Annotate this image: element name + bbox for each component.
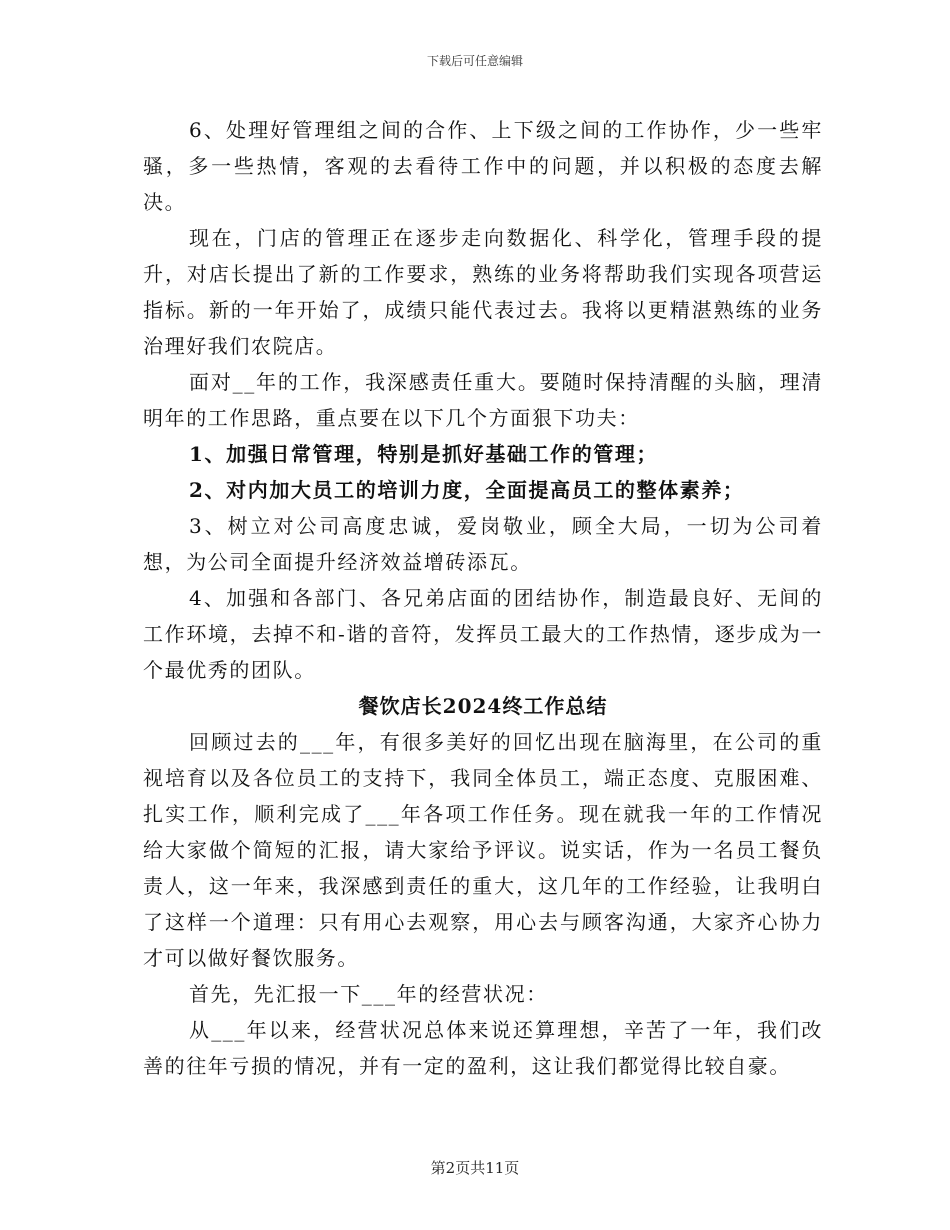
paragraph-item-6: 6、处理好管理组之间的合作、上下级之间的工作协作，少一些牢骚，多一些热情，客观的去看待工作中的问题，并以积极的态度去解决。	[143, 118, 823, 214]
paragraph-report-intro: 首先，先汇报一下___年的经营状况：	[189, 982, 548, 1006]
section-title: 餐饮店长2024终工作总结	[358, 694, 608, 718]
paragraph-point-2: 2、对内加大员工的培训力度，全面提高员工的整体素养；	[189, 478, 745, 502]
paragraph-business-status: 从___年以来，经营状况总体来说还算理想，辛苦了一年，我们改善的往年亏损的情况，并有一定的盈利，这让我们都觉得比较自豪。	[143, 1018, 823, 1078]
paragraph-point-3: 3、树立对公司高度忠诚，爱岗敬业，顾全大局，一切为公司着想，为公司全面提升经济效益增砖添瓦。	[143, 514, 823, 574]
paragraph-store-management: 现在，门店的管理正在逐步走向数据化、科学化，管理手段的提升，对店长提出了新的工作要求，熟练的业务将帮助我们实现各项营运指标。新的一年开始了，成绩只能代表过去。我将以更精湛熟练的业务治理好我们农院店。	[143, 226, 823, 358]
paragraph-point-4: 4、加强和各部门、各兄弟店面的团结协作，制造最良好、无间的工作环境，去掉不和-谐的音符，发挥员工最大的工作热情，逐步成为一个最优秀的团队。	[143, 586, 823, 682]
page-number: 第2页共11页	[430, 1159, 520, 1177]
page-header: 下载后可任意编辑	[426, 54, 523, 68]
paragraph-review: 回顾过去的___年，有很多美好的回忆出现在脑海里，在公司的重视培育以及各位员工的支持下，我同全体员工，端正态度、克服困难、扎实工作，顺利完成了___年各项工作任务。现在就我一年的工作情况给大家做个简短的汇报，请大家给予评议。说实话，作为一名员工餐负责人，这一年来，我深感到责任的重大，这几年的工作经验，让我明白了这样一个道理：只有用心去观察，用心去与顾客沟通，大家齐心协力才可以做好餐饮服务。	[143, 730, 823, 970]
paragraph-next-year-focus: 面对__年的工作，我深感责任重大。要随时保持清醒的头脑，理清明年的工作思路，重点要在以下几个方面狠下功夫：	[143, 370, 823, 430]
paragraph-point-1: 1、加强日常管理，特别是抓好基础工作的管理；	[189, 442, 659, 466]
document-body	[143, 112, 823, 1084]
